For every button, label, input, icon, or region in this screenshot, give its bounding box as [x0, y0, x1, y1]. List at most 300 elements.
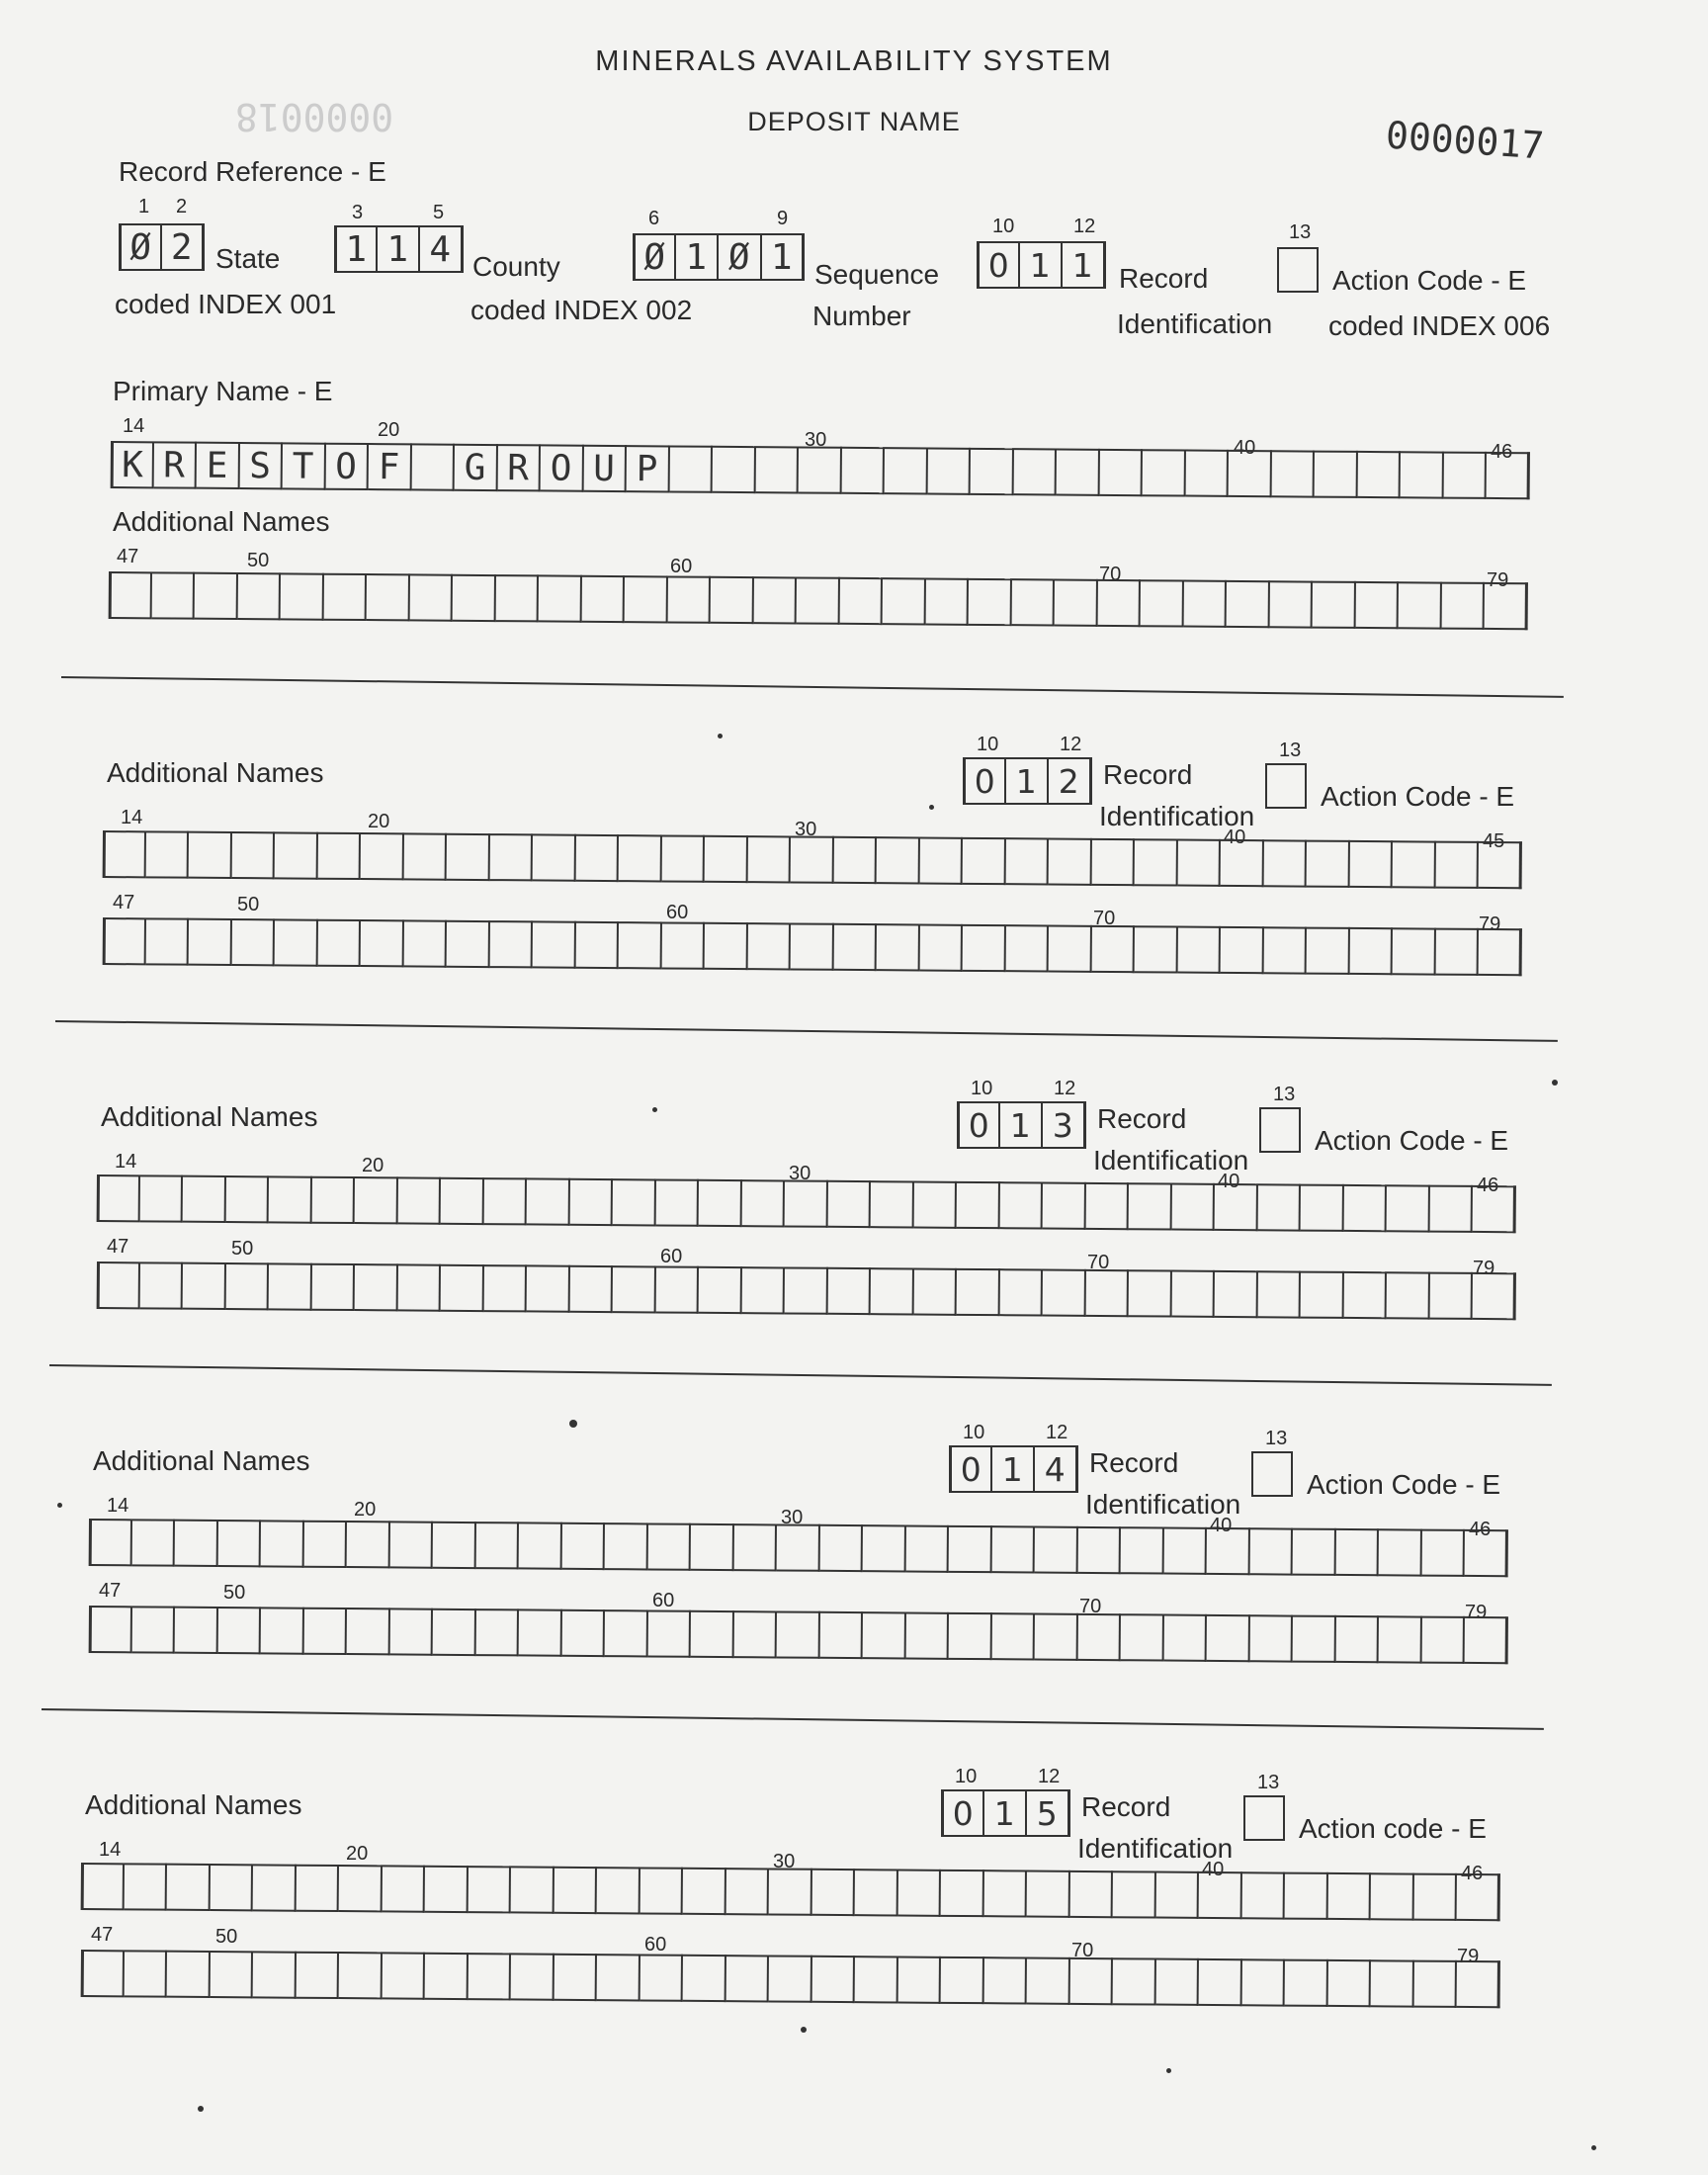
- record-id-box[interactable]: 1: [1020, 241, 1064, 289]
- additional-name-box[interactable]: [1199, 1958, 1242, 2006]
- block-action-code-box[interactable]: [1259, 1107, 1301, 1153]
- additional-name-box[interactable]: [1393, 840, 1436, 888]
- additional-name-box[interactable]: [1113, 1958, 1156, 2005]
- record-id-box[interactable]: 1: [1063, 241, 1106, 289]
- additional-name-box[interactable]: [785, 1179, 828, 1227]
- additional-name-box[interactable]: [210, 1951, 253, 1998]
- additional-name-box[interactable]: [827, 1267, 871, 1315]
- additional-name-box[interactable]: [871, 1180, 914, 1228]
- additional-name-box[interactable]: [605, 1522, 648, 1570]
- additional-name-box[interactable]: [1069, 1870, 1113, 1918]
- additional-name-box[interactable]: [303, 1521, 347, 1568]
- additional-name-box[interactable]: [711, 576, 754, 624]
- state-code-box[interactable]: 2: [162, 223, 206, 271]
- additional-name-box[interactable]: [1027, 1958, 1070, 2005]
- block-row1-boxes[interactable]: [97, 1174, 1516, 1233]
- additional-name-box[interactable]: [1429, 1272, 1473, 1320]
- additional-name-box[interactable]: [1097, 579, 1141, 627]
- additional-name-box[interactable]: [905, 1611, 949, 1659]
- primary-name-box[interactable]: G: [455, 444, 498, 491]
- additional-name-box[interactable]: [1263, 839, 1307, 887]
- additional-name-box[interactable]: [519, 1522, 562, 1569]
- additional-name-box[interactable]: [605, 1610, 648, 1657]
- additional-name-box[interactable]: [1199, 1871, 1242, 1919]
- additional-name-box[interactable]: [741, 1179, 785, 1227]
- additional-name-box[interactable]: [554, 1867, 597, 1914]
- additional-name-box[interactable]: [1435, 841, 1479, 889]
- additional-name-box[interactable]: [1129, 1269, 1172, 1317]
- additional-name-box[interactable]: [1227, 580, 1270, 628]
- additional-name-box[interactable]: [131, 1606, 175, 1653]
- additional-name-box[interactable]: [655, 1178, 699, 1226]
- additional-name-box[interactable]: [89, 1606, 132, 1653]
- additional-name-box[interactable]: [983, 1870, 1027, 1917]
- additional-name-box[interactable]: [261, 1607, 304, 1654]
- block-record-id-boxes[interactable]: [963, 757, 1092, 805]
- additional-name-box[interactable]: [1091, 838, 1135, 886]
- additional-name-box[interactable]: [539, 574, 582, 622]
- record-id-box[interactable]: 3: [1043, 1101, 1086, 1149]
- additional-name-box[interactable]: [311, 1263, 355, 1311]
- additional-name-box[interactable]: [225, 1175, 269, 1223]
- primary-name-box[interactable]: [1271, 450, 1315, 497]
- additional-name-box[interactable]: [124, 1950, 167, 1997]
- additional-name-box[interactable]: [1177, 839, 1221, 887]
- additional-name-box[interactable]: [897, 1869, 941, 1916]
- additional-name-box[interactable]: [355, 1263, 398, 1311]
- additional-name-box[interactable]: [661, 921, 705, 969]
- additional-name-box[interactable]: [877, 836, 920, 884]
- additional-name-box[interactable]: [1349, 840, 1393, 888]
- additional-name-box[interactable]: [453, 574, 496, 622]
- additional-name-box[interactable]: [1135, 925, 1178, 973]
- record-id-box[interactable]: 0: [977, 241, 1020, 289]
- additional-name-box[interactable]: [403, 832, 447, 880]
- primary-name-box[interactable]: [1143, 449, 1186, 496]
- additional-name-box[interactable]: [489, 920, 533, 968]
- additional-name-box[interactable]: [1005, 924, 1049, 972]
- additional-name-box[interactable]: [1301, 1271, 1344, 1319]
- additional-name-box[interactable]: [647, 1610, 691, 1657]
- additional-name-box[interactable]: [647, 1522, 691, 1570]
- record-id-box[interactable]: 0: [949, 1445, 992, 1493]
- additional-name-box[interactable]: [1069, 1958, 1113, 2005]
- primary-name-box[interactable]: O: [541, 444, 584, 491]
- primary-name-box[interactable]: [1401, 451, 1444, 498]
- additional-name-box[interactable]: [1307, 840, 1350, 888]
- additional-name-box[interactable]: [1335, 1615, 1379, 1663]
- additional-name-box[interactable]: [217, 1520, 261, 1567]
- primary-name-box[interactable]: O: [325, 443, 369, 490]
- additional-name-box[interactable]: [533, 833, 576, 881]
- additional-name-box[interactable]: [905, 1524, 949, 1572]
- additional-name-box[interactable]: [561, 1610, 605, 1657]
- additional-name-box[interactable]: [317, 919, 361, 967]
- additional-name-box[interactable]: [317, 832, 361, 880]
- additional-name-box[interactable]: [231, 831, 275, 879]
- primary-name-box[interactable]: [1185, 450, 1229, 497]
- additional-name-box[interactable]: [1307, 927, 1350, 975]
- action-code-box[interactable]: [1277, 247, 1319, 293]
- additional-name-box[interactable]: [811, 1869, 855, 1916]
- additional-name-box[interactable]: [189, 918, 232, 966]
- additional-name-box[interactable]: [1435, 928, 1479, 976]
- additional-name-box[interactable]: [753, 576, 797, 624]
- additional-name-box[interactable]: [167, 1951, 211, 1998]
- additional-name-box[interactable]: [1163, 1614, 1207, 1662]
- additional-name-box[interactable]: [963, 924, 1006, 972]
- additional-name-box[interactable]: [1257, 1270, 1301, 1318]
- additional-name-box[interactable]: [575, 921, 619, 969]
- additional-name-box[interactable]: [625, 575, 668, 623]
- additional-name-box[interactable]: [957, 1268, 1000, 1316]
- block-row2-boxes[interactable]: [81, 1950, 1500, 2008]
- additional-name-box[interactable]: [913, 1180, 957, 1228]
- additional-name-box[interactable]: [131, 1519, 175, 1566]
- additional-name-box[interactable]: [1393, 927, 1436, 975]
- additional-name-box[interactable]: [863, 1611, 906, 1659]
- additional-name-box[interactable]: [1221, 926, 1264, 974]
- additional-name-box[interactable]: [640, 1954, 683, 2001]
- primary-name-box[interactable]: [885, 447, 928, 494]
- additional-name-box[interactable]: [151, 571, 195, 619]
- additional-name-box[interactable]: [1257, 1183, 1301, 1231]
- additional-name-box[interactable]: [175, 1520, 218, 1567]
- primary-name-boxes[interactable]: [111, 441, 1530, 499]
- additional-name-box[interactable]: [275, 918, 318, 966]
- additional-name-box[interactable]: [747, 835, 791, 883]
- additional-name-box[interactable]: [1207, 1614, 1250, 1662]
- additional-name-box[interactable]: [655, 1265, 699, 1313]
- additional-name-box[interactable]: [237, 572, 281, 620]
- additional-name-box[interactable]: [1091, 925, 1135, 973]
- additional-name-box[interactable]: [969, 578, 1012, 626]
- additional-name-box[interactable]: [1285, 1959, 1328, 2007]
- record-id-box[interactable]: 1: [984, 1789, 1028, 1837]
- additional-name-box[interactable]: [1183, 580, 1227, 628]
- additional-name-box[interactable]: [269, 1262, 312, 1310]
- additional-name-box[interactable]: [433, 1609, 476, 1656]
- additional-name-box[interactable]: [1241, 1958, 1285, 2006]
- additional-name-box[interactable]: [1313, 581, 1356, 629]
- additional-name-box[interactable]: [1479, 841, 1522, 889]
- additional-name-box[interactable]: [575, 834, 619, 882]
- additional-name-box[interactable]: [145, 917, 189, 965]
- primary-name-box[interactable]: [927, 447, 971, 494]
- additional-name-box[interactable]: [361, 919, 404, 967]
- county-code-box[interactable]: 1: [378, 225, 421, 273]
- additional-name-box[interactable]: [97, 1174, 140, 1222]
- additional-name-box[interactable]: [1421, 1616, 1465, 1664]
- state-code-box[interactable]: Ø: [119, 223, 162, 271]
- additional-name-box[interactable]: [475, 1609, 519, 1656]
- additional-name-box[interactable]: [1263, 926, 1307, 974]
- additional-name-box[interactable]: [597, 1954, 640, 2001]
- additional-name-box[interactable]: [1155, 1958, 1199, 2006]
- additional-name-box[interactable]: [797, 576, 840, 624]
- additional-name-box[interactable]: [691, 1523, 734, 1571]
- additional-name-box[interactable]: [827, 1180, 871, 1228]
- sequence-number-box[interactable]: Ø: [633, 233, 676, 281]
- additional-name-box[interactable]: [1035, 1526, 1078, 1574]
- additional-name-box[interactable]: [705, 835, 748, 883]
- record-id-box[interactable]: 0: [941, 1789, 984, 1837]
- additional-name-box[interactable]: [1049, 838, 1092, 886]
- additional-name-box[interactable]: [1043, 1269, 1086, 1317]
- primary-name-box[interactable]: [411, 443, 455, 490]
- record-id-box[interactable]: 2: [1049, 757, 1092, 805]
- additional-name-box[interactable]: [1055, 579, 1098, 627]
- additional-name-box[interactable]: [699, 1179, 742, 1227]
- additional-name-box[interactable]: [433, 1522, 476, 1569]
- additional-name-box[interactable]: [871, 1267, 914, 1315]
- additional-name-box[interactable]: [777, 1610, 820, 1658]
- record-id-box[interactable]: 0: [963, 757, 1006, 805]
- additional-name-box[interactable]: [1457, 1960, 1500, 2008]
- state-code-boxes[interactable]: [119, 223, 205, 271]
- additional-name-box[interactable]: [1085, 1182, 1129, 1230]
- additional-name-box[interactable]: [705, 922, 748, 970]
- additional-name-box[interactable]: [339, 1952, 383, 1999]
- additional-name-box[interactable]: [747, 922, 791, 970]
- sequence-number-box[interactable]: Ø: [719, 233, 762, 281]
- additional-name-box[interactable]: [1011, 578, 1055, 626]
- additional-name-box[interactable]: [949, 1612, 992, 1660]
- additional-name-box[interactable]: [468, 1866, 511, 1913]
- additional-name-box[interactable]: [382, 1952, 425, 1999]
- additional-name-box[interactable]: [468, 1953, 511, 2000]
- additional-name-box[interactable]: [683, 1955, 726, 2002]
- additional-name-box[interactable]: [269, 1175, 312, 1223]
- block-row2-boxes[interactable]: [103, 917, 1522, 976]
- additional-name-box[interactable]: [1413, 1873, 1457, 1921]
- additional-name-box[interactable]: [183, 1175, 226, 1223]
- additional-name-box[interactable]: [447, 920, 490, 968]
- additional-name-box[interactable]: [124, 1863, 167, 1910]
- additional-name-box[interactable]: [97, 1262, 140, 1309]
- additional-name-box[interactable]: [103, 917, 146, 965]
- additional-name-box[interactable]: [511, 1953, 555, 2000]
- additional-name-box[interactable]: [691, 1610, 734, 1658]
- additional-name-box[interactable]: [441, 1264, 484, 1312]
- additional-name-box[interactable]: [533, 920, 576, 968]
- additional-name-box[interactable]: [425, 1866, 469, 1913]
- additional-name-box[interactable]: [769, 1868, 812, 1915]
- additional-name-box[interactable]: [367, 573, 410, 621]
- additional-name-box[interactable]: [296, 1952, 339, 1999]
- additional-name-box[interactable]: [347, 1521, 390, 1568]
- additional-name-box[interactable]: [726, 1955, 769, 2002]
- additional-name-box[interactable]: [1479, 928, 1522, 976]
- additional-name-box[interactable]: [139, 1174, 183, 1222]
- additional-name-box[interactable]: [1293, 1615, 1336, 1663]
- primary-name-box[interactable]: K: [111, 441, 154, 488]
- record-id-boxes[interactable]: [977, 241, 1106, 289]
- additional-name-box[interactable]: [89, 1519, 132, 1566]
- additional-name-box[interactable]: [833, 923, 877, 971]
- additional-name-box[interactable]: [1249, 1614, 1293, 1662]
- additional-name-box[interactable]: [447, 833, 490, 881]
- primary-name-box[interactable]: E: [197, 442, 240, 489]
- primary-name-box[interactable]: T: [283, 442, 326, 489]
- additional-name-box[interactable]: [619, 921, 662, 969]
- additional-name-box[interactable]: [1043, 1182, 1086, 1230]
- additional-name-box[interactable]: [253, 1951, 297, 1998]
- county-code-boxes[interactable]: [334, 225, 464, 273]
- primary-name-box[interactable]: [1443, 452, 1487, 499]
- primary-name-box[interactable]: R: [497, 444, 541, 491]
- sequence-number-box[interactable]: 1: [762, 233, 806, 281]
- additional-name-box[interactable]: [733, 1610, 777, 1658]
- primary-name-box[interactable]: S: [239, 442, 283, 489]
- additional-name-box[interactable]: [957, 1181, 1000, 1229]
- primary-name-box[interactable]: [1357, 451, 1401, 498]
- additional-name-box[interactable]: [561, 1522, 605, 1570]
- additional-name-box[interactable]: [1327, 1872, 1371, 1920]
- additional-name-box[interactable]: [261, 1520, 304, 1567]
- additional-name-box[interactable]: [397, 1263, 441, 1311]
- additional-name-box[interactable]: [919, 923, 963, 971]
- additional-name-box[interactable]: [661, 834, 705, 882]
- additional-name-box[interactable]: [217, 1607, 261, 1654]
- additional-name-box[interactable]: [1387, 1184, 1430, 1232]
- additional-name-box[interactable]: [569, 1178, 613, 1226]
- primary-name-box[interactable]: P: [627, 445, 670, 492]
- additional-name-box[interactable]: [1215, 1270, 1258, 1318]
- additional-name-box[interactable]: [109, 571, 152, 619]
- additional-name-box[interactable]: [275, 831, 318, 879]
- additional-name-box[interactable]: [1005, 837, 1049, 885]
- additional-name-box[interactable]: [613, 1178, 656, 1226]
- sequence-number-box[interactable]: 1: [676, 233, 720, 281]
- additional-name-box[interactable]: [1293, 1528, 1336, 1576]
- additional-name-box[interactable]: [1027, 1870, 1070, 1918]
- additional-name-box[interactable]: [167, 1864, 211, 1911]
- additional-name-box[interactable]: [323, 573, 367, 621]
- primary-name-box[interactable]: [713, 446, 756, 493]
- additional-name-box[interactable]: [253, 1864, 297, 1911]
- additional-name-box[interactable]: [1207, 1527, 1250, 1575]
- additional-name-box[interactable]: [409, 573, 453, 621]
- additional-name-box[interactable]: [777, 1523, 820, 1571]
- primary-name-box[interactable]: [755, 446, 799, 493]
- additional-name-box[interactable]: [1465, 1529, 1508, 1577]
- primary-name-box[interactable]: [799, 446, 842, 493]
- additional-name-box[interactable]: [741, 1266, 785, 1314]
- additional-names-boxes[interactable]: [109, 571, 1528, 630]
- additional-name-box[interactable]: [1171, 1183, 1215, 1231]
- additional-name-box[interactable]: [1285, 1872, 1328, 1920]
- primary-name-box[interactable]: U: [583, 445, 627, 492]
- additional-name-box[interactable]: [1413, 1960, 1457, 2008]
- primary-name-box[interactable]: [1229, 450, 1272, 497]
- additional-name-box[interactable]: [569, 1265, 613, 1313]
- block-row1-boxes[interactable]: [81, 1863, 1500, 1921]
- additional-name-box[interactable]: [81, 1950, 125, 1997]
- additional-name-box[interactable]: [441, 1177, 484, 1225]
- additional-name-box[interactable]: [1077, 1613, 1121, 1661]
- additional-name-box[interactable]: [489, 833, 533, 881]
- county-code-box[interactable]: 4: [420, 225, 464, 273]
- additional-name-box[interactable]: [1085, 1269, 1129, 1317]
- additional-name-box[interactable]: [811, 1956, 855, 2003]
- additional-name-box[interactable]: [281, 572, 324, 620]
- primary-name-box[interactable]: [1315, 451, 1358, 498]
- block-row2-boxes[interactable]: [89, 1606, 1508, 1664]
- additional-name-box[interactable]: [1269, 580, 1313, 628]
- additional-name-box[interactable]: [877, 923, 920, 971]
- record-id-box[interactable]: 4: [1035, 1445, 1078, 1493]
- additional-name-box[interactable]: [103, 830, 146, 878]
- additional-name-box[interactable]: [855, 1869, 898, 1916]
- additional-name-box[interactable]: [1349, 927, 1393, 975]
- additional-name-box[interactable]: [863, 1524, 906, 1572]
- additional-name-box[interactable]: [1457, 1873, 1500, 1921]
- additional-name-box[interactable]: [991, 1525, 1035, 1573]
- additional-name-box[interactable]: [1121, 1613, 1164, 1661]
- additional-name-box[interactable]: [1155, 1871, 1199, 1919]
- additional-name-box[interactable]: [597, 1867, 640, 1914]
- additional-name-box[interactable]: [475, 1522, 519, 1569]
- primary-name-box[interactable]: [841, 447, 885, 494]
- additional-name-box[interactable]: [913, 1267, 957, 1315]
- additional-name-box[interactable]: [355, 1176, 398, 1224]
- block-action-code-box[interactable]: [1265, 763, 1307, 809]
- additional-name-box[interactable]: [1249, 1527, 1293, 1575]
- additional-name-box[interactable]: [210, 1864, 253, 1911]
- additional-name-box[interactable]: [1215, 1183, 1258, 1231]
- primary-name-box[interactable]: [1099, 449, 1143, 496]
- additional-name-box[interactable]: [791, 835, 834, 883]
- additional-name-box[interactable]: [1387, 1271, 1430, 1319]
- additional-name-box[interactable]: [1121, 1526, 1164, 1574]
- additional-name-box[interactable]: [991, 1612, 1035, 1660]
- block-record-id-boxes[interactable]: [949, 1445, 1078, 1493]
- additional-name-box[interactable]: [785, 1266, 828, 1314]
- additional-name-box[interactable]: [425, 1953, 469, 2000]
- additional-name-box[interactable]: [1035, 1613, 1078, 1661]
- additional-name-box[interactable]: [1429, 1185, 1473, 1233]
- block-record-id-boxes[interactable]: [941, 1789, 1070, 1837]
- additional-name-box[interactable]: [339, 1865, 383, 1912]
- additional-name-box[interactable]: [519, 1609, 562, 1656]
- additional-name-box[interactable]: [382, 1865, 425, 1912]
- additional-name-box[interactable]: [999, 1181, 1043, 1229]
- additional-name-box[interactable]: [361, 832, 404, 880]
- additional-name-box[interactable]: [839, 577, 883, 625]
- additional-name-box[interactable]: [1343, 1271, 1387, 1319]
- additional-name-box[interactable]: [819, 1524, 863, 1572]
- additional-name-box[interactable]: [1163, 1527, 1207, 1575]
- record-id-box[interactable]: 1: [1000, 1101, 1044, 1149]
- additional-name-box[interactable]: [949, 1525, 992, 1573]
- additional-name-box[interactable]: [1335, 1528, 1379, 1576]
- additional-name-box[interactable]: [941, 1870, 984, 1917]
- additional-name-box[interactable]: [999, 1268, 1043, 1316]
- additional-name-box[interactable]: [1129, 1182, 1172, 1230]
- record-id-box[interactable]: 1: [1006, 757, 1050, 805]
- additional-name-box[interactable]: [941, 1957, 984, 2004]
- additional-name-box[interactable]: [511, 1866, 555, 1913]
- block-record-id-boxes[interactable]: [957, 1101, 1086, 1149]
- block-action-code-box[interactable]: [1251, 1451, 1293, 1497]
- additional-name-box[interactable]: [726, 1868, 769, 1915]
- additional-name-box[interactable]: [1441, 582, 1485, 630]
- record-id-box[interactable]: 5: [1027, 1789, 1070, 1837]
- additional-name-box[interactable]: [397, 1176, 441, 1224]
- additional-name-box[interactable]: [1135, 838, 1178, 886]
- additional-name-box[interactable]: [983, 1957, 1027, 2004]
